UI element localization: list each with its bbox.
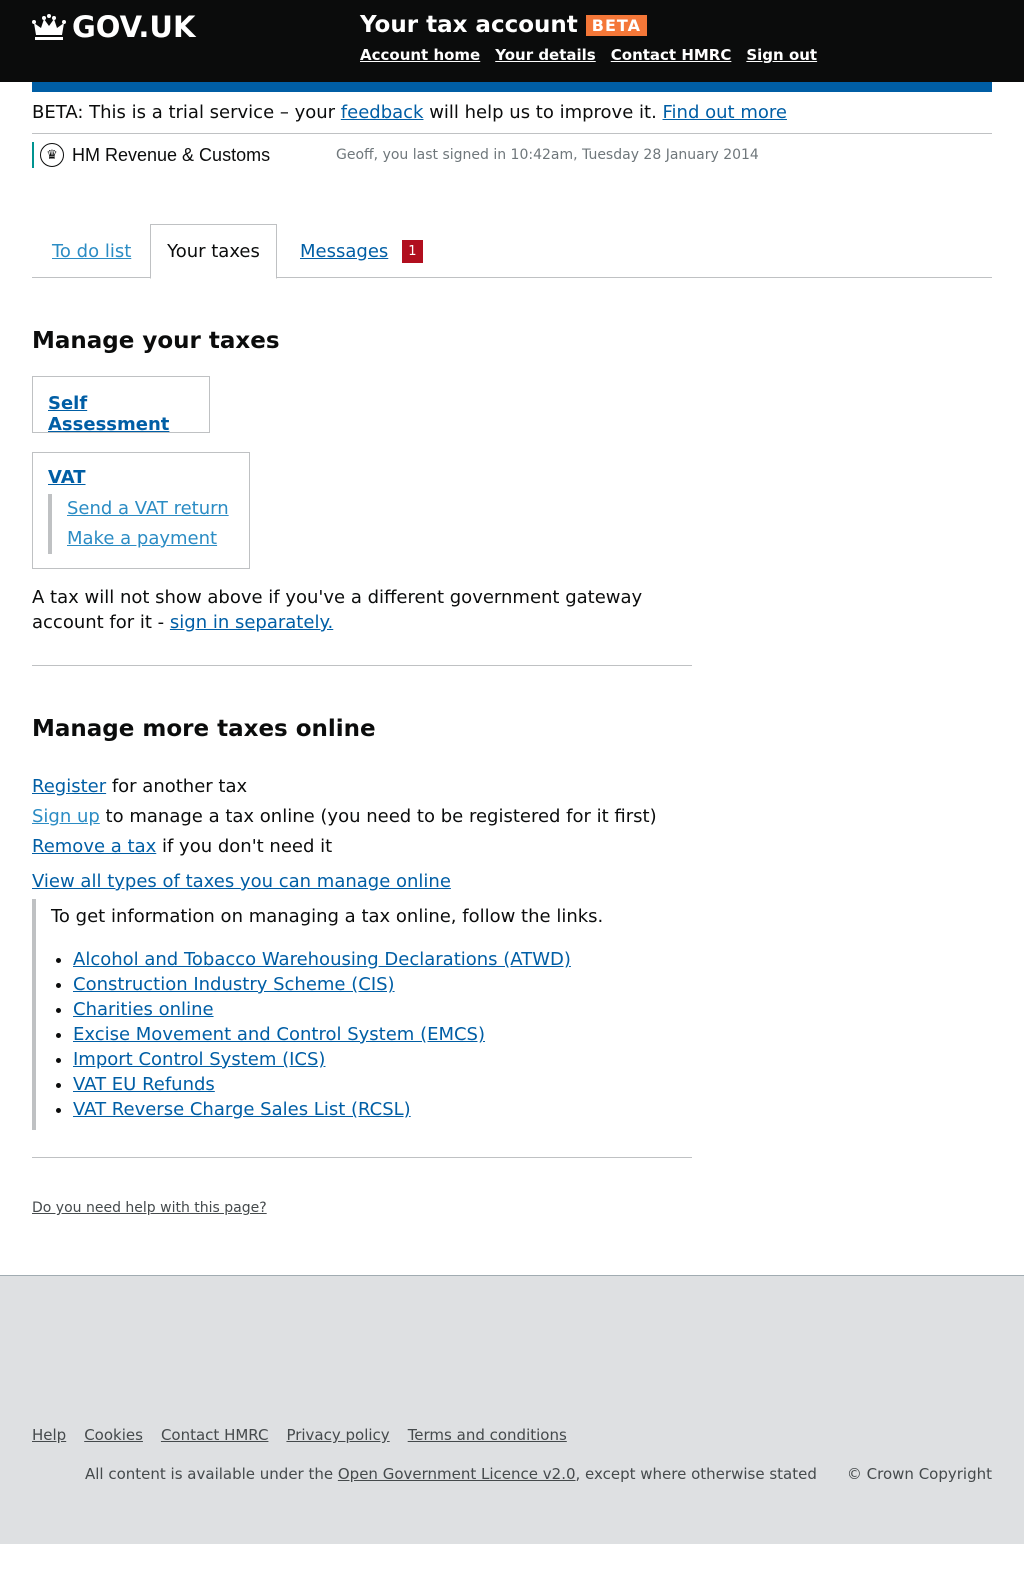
section-divider [32, 1157, 692, 1158]
gateway-note-text: A tax will not show above if you've a different government gateway account for it - [32, 587, 643, 633]
list-item [73, 947, 692, 972]
signup-row [32, 802, 692, 832]
nav-sign-out[interactable]: Sign out [746, 46, 818, 64]
licence-text [85, 1465, 817, 1483]
beta-banner [32, 102, 992, 134]
more-actions [32, 772, 692, 862]
nav-your-details[interactable]: Your details [495, 46, 596, 64]
self-assessment-link[interactable]: Self Assessment [48, 393, 170, 435]
ogl-link[interactable]: Open Government Licence v2.0 [337, 1465, 576, 1483]
list-item [73, 1097, 692, 1122]
tax-info-inset [32, 899, 692, 1130]
find-out-more-link[interactable]: Find out more [662, 102, 787, 123]
footer-help-link[interactable]: Help [32, 1426, 67, 1444]
list-item [73, 997, 692, 1022]
service-name: Your tax account [360, 12, 578, 38]
messages-count-badge: 1 [402, 240, 422, 263]
signup-text: to manage a tax online (you need to be registered for it first) [99, 806, 657, 827]
crown-icon [32, 13, 66, 41]
licence-prefix: All content is available under the [85, 1465, 338, 1483]
org-logo [32, 142, 270, 168]
emcs-link[interactable]: Excise Movement and Control System (EMCS) [73, 1024, 486, 1045]
tab-your-taxes[interactable]: Your taxes [150, 224, 277, 279]
register-row [32, 772, 692, 802]
send-vat-return-link[interactable]: Send a VAT return [67, 498, 229, 519]
tab-todo-link[interactable]: To do list [52, 240, 132, 262]
list-item [73, 972, 692, 997]
list-item [73, 1072, 692, 1097]
manage-taxes-heading: Manage your taxes [32, 328, 280, 354]
footer-cookies-link[interactable]: Cookies [84, 1426, 143, 1444]
section-divider [32, 665, 692, 666]
site-footer [0, 1275, 1024, 1544]
hmrc-crest-icon: ♛ [40, 143, 64, 167]
help-page-link[interactable]: Do you need help with this page? [32, 1200, 267, 1216]
footer-links [32, 1426, 567, 1444]
tab-messages-link[interactable]: Messages [300, 240, 389, 262]
manage-more-heading: Manage more taxes online [32, 716, 376, 742]
main-content [32, 328, 692, 1216]
nav-contact-hmrc[interactable]: Contact HMRC [610, 46, 732, 64]
site-header [0, 0, 1024, 82]
list-item [73, 1047, 692, 1072]
logo-text: GOV.UK [72, 10, 196, 44]
beta-banner-prefix: BETA: This is a trial service – your [32, 102, 341, 123]
cis-link[interactable]: Construction Industry Scheme (CIS) [73, 974, 395, 995]
footer-privacy-link[interactable]: Privacy policy [286, 1426, 390, 1444]
view-all-taxes-link[interactable]: View all types of taxes you can manage online [32, 871, 451, 892]
sign-up-link[interactable]: Sign up [32, 806, 100, 827]
inset-text: To get information on managing a tax online, follow the links. [51, 906, 604, 927]
ics-link[interactable]: Import Control System (ICS) [73, 1049, 326, 1070]
header-nav [360, 46, 817, 64]
vat-eu-refunds-link[interactable]: VAT EU Refunds [73, 1074, 215, 1095]
licence-suffix: , except where otherwise stated [575, 1465, 817, 1483]
tax-links-list [51, 947, 692, 1122]
self-assessment-box [32, 376, 210, 433]
list-item [73, 1022, 692, 1047]
remove-text: if you don't need it [156, 836, 333, 857]
org-row [32, 142, 992, 170]
vat-link[interactable]: VAT [48, 467, 86, 488]
org-name: HM Revenue & Customs [72, 144, 271, 165]
footer-terms-link[interactable]: Terms and conditions [407, 1426, 567, 1444]
gateway-note [32, 585, 692, 635]
sign-in-separately-link[interactable]: sign in separately. [169, 612, 334, 633]
vat-sublinks [48, 494, 234, 554]
remove-row [32, 832, 692, 862]
rcsl-link[interactable]: VAT Reverse Charge Sales List (RCSL) [73, 1099, 411, 1120]
atwd-link[interactable]: Alcohol and Tobacco Warehousing Declarations (ATWD) [73, 949, 571, 970]
nav-account-home[interactable]: Account home [360, 46, 481, 64]
vat-box [32, 452, 250, 569]
beta-banner-middle: will help us to improve it. [423, 102, 663, 123]
remove-tax-link[interactable]: Remove a tax [32, 836, 157, 857]
service-header [360, 12, 817, 64]
header-accent-bar [32, 82, 992, 92]
tab-todo[interactable] [52, 224, 131, 278]
make-payment-link[interactable]: Make a payment [67, 528, 218, 549]
charities-link[interactable]: Charities online [73, 999, 214, 1020]
register-link[interactable]: Register [32, 776, 107, 797]
feedback-link[interactable]: feedback [340, 102, 424, 123]
footer-contact-link[interactable]: Contact HMRC [160, 1426, 269, 1444]
tab-messages[interactable] [300, 224, 423, 278]
register-text: for another tax [106, 776, 248, 797]
account-tabs [32, 224, 992, 278]
last-signed-in: Geoff, you last signed in 10:42am, Tuesday 28 January 2014 [336, 147, 759, 163]
beta-tag: BETA [586, 15, 647, 36]
crown-copyright[interactable]: © Crown Copyright [846, 1465, 992, 1483]
govuk-logo-link[interactable] [32, 10, 195, 44]
